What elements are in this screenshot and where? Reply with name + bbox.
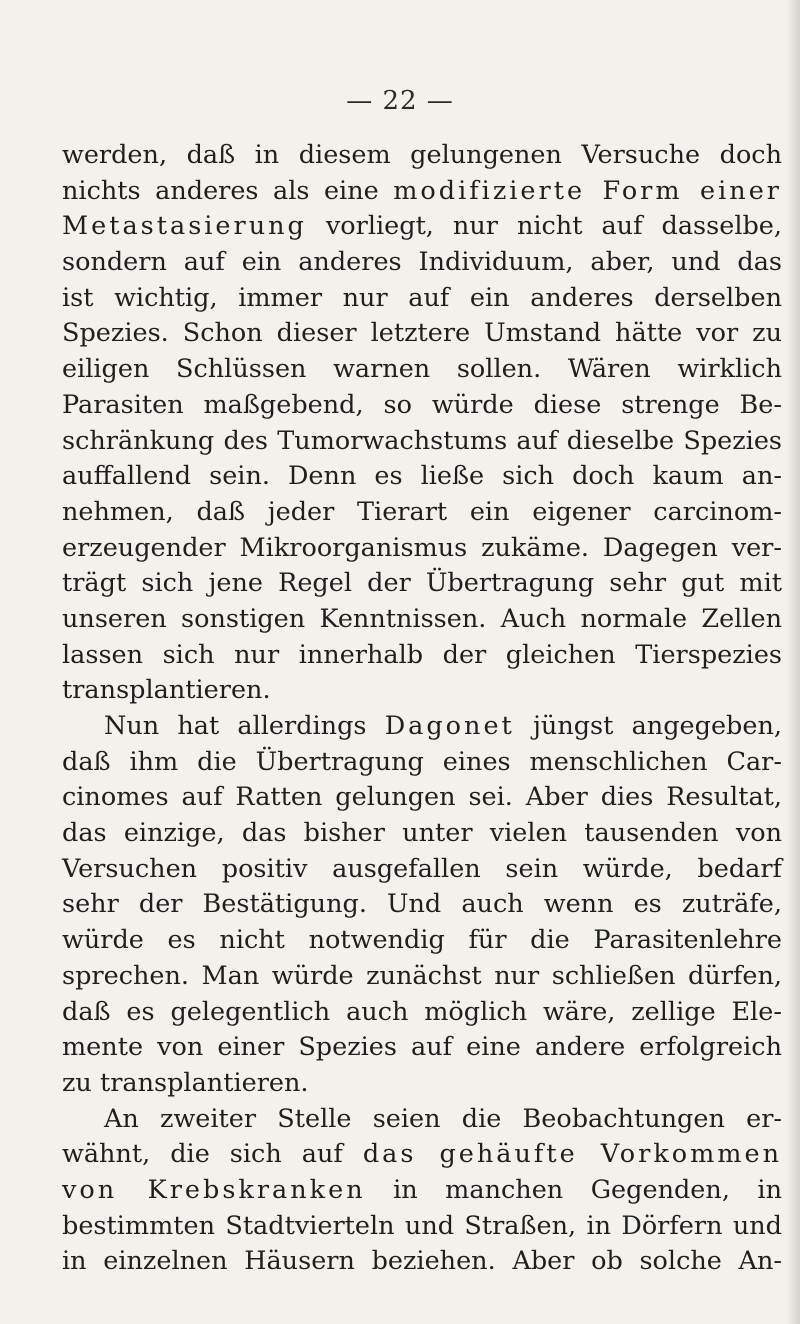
text-line: unseren sonstigen Kenntnissen. Auch normale Zellen	[62, 603, 782, 634]
text-line: cinomes auf Ratten gelungen sei. Aber dies Resultat,	[62, 782, 782, 813]
text-line: nehmen, daß jeder Tierart ein eigener carcinom-	[62, 496, 782, 527]
emphasis-text: Metastasierung	[62, 211, 307, 242]
text-line: würde es nicht notwendig für die Parasitenlehre	[62, 925, 782, 956]
text-line: Spezies. Schon dieser letztere Umstand hätte vor zu	[62, 318, 782, 349]
emphasis-text: modifizierte Form einer	[393, 175, 782, 206]
text-line: sehr der Bestätigung. Und auch wenn es zuträfe,	[62, 889, 782, 920]
page-number: — 22 —	[346, 86, 454, 116]
text-line: eiligen Schlüssen warnen sollen. Wären wirklich	[62, 354, 782, 385]
text-line: sprechen. Man würde zunächst nur schließen dürfen,	[62, 960, 782, 991]
text-line: zu transplantieren.	[62, 1067, 309, 1098]
author-name: Dagonet	[384, 711, 515, 741]
text-run: wähnt, die sich auf	[62, 1139, 343, 1170]
body-text	[62, 138, 782, 1280]
text-line: trägt sich jene Regel der Übertragung sehr gut mit	[62, 568, 782, 599]
text-line	[62, 174, 782, 210]
text-line	[62, 1173, 782, 1209]
text-line	[62, 709, 782, 745]
text-line: auffallend sein. Denn es ließe sich doch kaum an-	[62, 461, 782, 492]
text-run: nichts anderes als eine	[62, 175, 379, 206]
text-line: transplantieren.	[62, 675, 271, 706]
text-line: Parasiten maßgebend, so würde diese strenge Be-	[62, 389, 782, 420]
text-line: bestimmten Stadtvierteln und Straßen, in Dörfern und	[62, 1210, 782, 1241]
text-line: Versuchen positiv ausgefallen sein würde, bedarf	[62, 853, 782, 884]
text-line: schränkung des Tumorwachstums auf dieselbe Spezies	[62, 425, 782, 456]
text-run: vorliegt, nur nicht auf dasselbe,	[325, 211, 782, 242]
page-edge-shadow	[786, 0, 800, 1324]
text-line: werden, daß in diesem gelungenen Versuche doch	[62, 140, 782, 170]
text-line: lassen sich nur innerhalb der gleichen Tierspezies	[62, 639, 782, 670]
text-line	[62, 209, 782, 245]
text-line: erzeugender Mikroorganismus zukäme. Dagegen ver-	[62, 532, 782, 563]
text-line: sondern auf ein anderes Individuum, aber, und das	[62, 247, 782, 278]
text-line: daß ihm die Übertragung eines menschlichen Car-	[62, 746, 782, 777]
text-run: jüngst angegeben,	[532, 711, 782, 741]
text-line: in einzelnen Häusern beziehen. Aber ob solche An-	[62, 1246, 782, 1277]
text-line: An zweiter Stelle seien die Beobachtungen er-	[104, 1103, 782, 1134]
text-run: in manchen Gegenden, in	[393, 1174, 782, 1205]
text-line: mente von einer Spezies auf eine andere erfolgreich	[62, 1032, 782, 1063]
emphasis-text: von Krebskranken	[62, 1174, 366, 1205]
emphasis-text: das gehäufte Vorkommen	[362, 1139, 782, 1170]
text-line	[62, 1137, 782, 1173]
text-line: ist wichtig, immer nur auf ein anderes derselben	[62, 282, 782, 313]
text-line: das einzige, das bisher unter vielen tausenden von	[62, 818, 782, 849]
text-run: Nun hat allerdings	[104, 711, 367, 741]
text-line: daß es gelegentlich auch möglich wäre, zellige Ele-	[62, 996, 782, 1027]
